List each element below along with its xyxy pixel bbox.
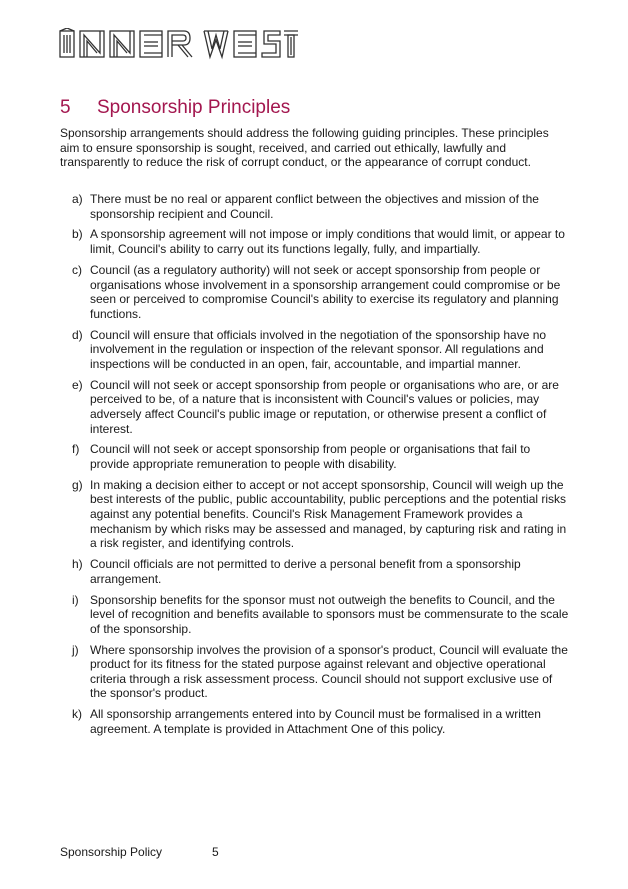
list-item-text: Council will not seek or accept sponsorship from people or organisations who are, or are perceived to be, of a nature that is inconsistent with Council's values or policies, may adversely affect Council's public image or reputation, or otherwise present a conflict of interest. xyxy=(90,377,559,436)
footer-doc-title: Sponsorship Policy xyxy=(60,845,163,859)
list-item xyxy=(60,707,570,736)
list-item-marker: k) xyxy=(72,707,82,722)
list-item xyxy=(60,227,570,256)
list-item-marker: c) xyxy=(72,262,82,277)
section-number: 5 xyxy=(60,97,71,118)
list-item-text: A sponsorship agreement will not impose or imply conditions that would limit, or appear to limit, Council's ability to carry out its functions legally, fully, and impartially. xyxy=(90,227,565,257)
section-heading xyxy=(60,97,580,119)
list-item-marker: h) xyxy=(72,557,83,572)
list-item-marker: b) xyxy=(72,227,83,242)
inner-west-logo xyxy=(58,28,298,60)
list-item-text: In making a decision either to accept or not accept sponsorship, Council will weigh up the best interests of the public, public accountability, public perceptions and the potential risks against any potential benefits. Council's Risk Management Framework provides a mechanism by which risks may be assessed and managed, by capturing risk and rating in a risk register, and identifying controls. xyxy=(90,477,567,551)
list-item xyxy=(60,478,570,551)
list-item xyxy=(60,263,570,321)
list-item xyxy=(60,557,570,586)
section-title: Sponsorship Principles xyxy=(97,97,291,118)
list-item-text: There must be no real or apparent conflict between the objectives and mission of the sponsorship recipient and Council. xyxy=(90,192,539,221)
list-item-marker: d) xyxy=(72,327,83,342)
list-item-text: Council will not seek or accept sponsorship from people or organisations that fail to provide appropriate remuneration to people with disability. xyxy=(90,442,531,471)
list-item-text: Sponsorship benefits for the sponsor must not outweigh the benefits to Council, and the level of recognition and benefits available to sponsors must be commensurate to the scale of the sponsorship. xyxy=(90,592,569,636)
list-item-text: Council (as a regulatory authority) will not seek or accept sponsorship from people or organisations whose involvement in a sponsorship arrangement could compromise or be seen or perceived to compromise Council's ability to exercise its regulatory and planning functions. xyxy=(90,262,561,321)
list-item xyxy=(60,328,570,372)
list-item xyxy=(60,442,570,471)
list-item xyxy=(60,192,570,221)
list-item-marker: j) xyxy=(72,642,79,657)
footer-page-number: 5 xyxy=(212,845,219,859)
list-item xyxy=(60,643,570,701)
list-item-text: Council officials are not permitted to derive a personal benefit from a sponsorship arrangement. xyxy=(90,557,521,586)
list-item-marker: g) xyxy=(72,477,83,492)
intro-paragraph: Sponsorship arrangements should address the following guiding principles. These principles aim to ensure sponsorship is sought, received, and carried out ethically, lawfully and transparently to reduce the risk of corrupt conduct, or the appearance of corrupt conduct. xyxy=(60,126,549,170)
principles-list xyxy=(60,192,570,743)
page-footer xyxy=(60,845,219,859)
list-item-marker: i) xyxy=(72,592,79,607)
list-item xyxy=(60,593,570,637)
list-item-marker: e) xyxy=(72,377,83,392)
list-item-text: Council will ensure that officials involved in the negotiation of the sponsorship have no involvement in the regulation or inspection of the relevant sponsor. All regulations and inspections will be conducted in an open, fair, accountable, and impartial manner. xyxy=(90,327,547,371)
list-item-marker: a) xyxy=(72,192,83,206)
list-item-text: All sponsorship arrangements entered into by Council must be formalised in a written agreement. A template is provided in Attachment One of this policy. xyxy=(90,707,541,736)
list-item xyxy=(60,378,570,436)
list-item-marker: f) xyxy=(72,442,80,457)
list-item-text: Where sponsorship involves the provision of a sponsor's product, Council will evaluate the product for its fitness for the stated purpose against relevant and objective operational criteria through a risk assessment process. Council should not support exclusive use of the sponsor's product. xyxy=(90,642,568,701)
